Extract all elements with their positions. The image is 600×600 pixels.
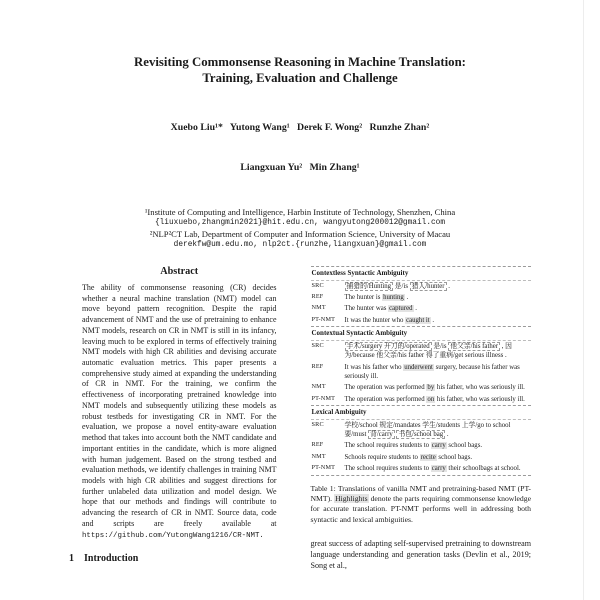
row-label: SRC	[311, 281, 324, 289]
dashed-boxed-text: 猎人/hunter	[411, 282, 445, 290]
text-segment: Schools require students to	[344, 453, 420, 461]
highlighted-text: hunting	[383, 294, 404, 302]
text-segment: .	[413, 305, 417, 313]
table-row	[311, 394, 532, 405]
row-label: REF	[311, 362, 324, 370]
abstract-section	[69, 266, 290, 541]
page-content	[69, 0, 531, 572]
dashed-boxed-text: 他父亲/his father	[450, 342, 499, 350]
text-segment: The hunter was	[344, 305, 389, 313]
table-row	[311, 440, 532, 451]
text-segment: their schoolbags at school.	[446, 465, 521, 473]
table-section-header: Contextual Syntactic Ambiguity	[311, 327, 532, 341]
text-segment: surgery, because his father was seriously ill.	[344, 363, 520, 380]
text-segment: The operation was performed	[344, 395, 427, 403]
text-segment: 学校/school 规定/mandates 学生/students 上学/go to school 要/must	[344, 421, 511, 439]
paper-title-line1: Revisiting Commonsense Reasoning in Machine Translation:	[134, 55, 466, 69]
table-row	[311, 281, 532, 292]
row-text	[345, 316, 531, 325]
text-segment: The operation was performed	[344, 384, 427, 392]
text-segment: 是/is	[393, 282, 410, 290]
text-segment: .	[430, 316, 435, 324]
affiliation-2: ²NLP²CT Lab, Department of Computer and Information Science, University of Macau	[149, 228, 451, 239]
row-label: SRC	[311, 341, 324, 349]
text-segment: The school requires students to	[344, 442, 431, 450]
table-1	[311, 266, 532, 476]
table-row	[311, 362, 532, 383]
row-label: NMT	[311, 383, 326, 391]
text-segment: The school requires students to	[344, 465, 431, 473]
highlighted-text: carry	[431, 442, 446, 450]
row-text	[345, 441, 531, 450]
dashed-boxed-text: 书包/school bag	[398, 431, 444, 439]
text-segment: , 因为/because 他父亲/his father 得了重病/get serious illness .	[344, 342, 512, 360]
row-label: NMT	[311, 452, 326, 460]
row-text	[345, 421, 531, 440]
row-label: NMT	[311, 304, 326, 312]
text-segment: denote the parts requiring commonsense knowledge for accurate translation. PT-NMT performs well in addressing both syntactic and lexical ambiguities.	[310, 493, 531, 524]
row-text	[345, 282, 531, 291]
row-text	[345, 453, 531, 462]
dashed-boxed-text: 背/carry	[370, 431, 393, 439]
text-segment: .	[445, 431, 449, 439]
authors-line2: Liangxuan Yu² Min Zhang¹	[240, 161, 360, 173]
row-text	[345, 304, 531, 313]
row-label: REF	[311, 441, 324, 449]
table-row	[311, 452, 532, 463]
authors-line1: Xuebo Liu¹* Yutong Wang¹ Derek F. Wong² Runzhe Zhan²	[170, 122, 430, 134]
text-segment: .	[446, 282, 450, 290]
paper-title	[69, 54, 531, 87]
text-segment: .	[404, 294, 409, 302]
email-line-1: {liuxuebo,zhangmin2021}@hit.edu.cn, wangyutong200012@gmail.com	[154, 218, 446, 227]
table-row	[311, 303, 532, 314]
table-caption	[311, 484, 532, 526]
text-segment: It was the hunter who	[344, 316, 406, 324]
row-text	[345, 395, 531, 404]
dashed-boxed-text: 手术/surgery 开刀的/operated	[346, 342, 430, 350]
highlighted-text: captured	[389, 305, 413, 313]
table-section	[311, 267, 532, 326]
table-row	[311, 463, 532, 474]
affiliations	[69, 207, 531, 252]
author-list	[69, 95, 531, 201]
table-row	[311, 315, 532, 326]
table-row	[311, 382, 532, 393]
abstract-body: The ability of commonsense reasoning (CR) decides whether a neural machine translation (NMT) model can move beyond pattern recognition. Despite the rapid advancement of NMT and the use of pretraining to enhance NMT models, research on CR in NMT is still in its infancy, leaving much to be explored in terms of effectively training NMT models with high CR abilities and devising accurate automatic evaluation metrics. This paper presents a comprehensive study aimed at expanding the understanding of CR in NMT. For the training, we confirm the effectiveness of incorporating pretrained knowledge into NMT models and subsequently utilizing these models as robust testbeds for investigating CR in NMT. For the evaluation, we propose a novel entity-aware evaluation method that takes into account both the NMT candidate and important entities in the candidate, which is more aligned with human judgement. Based on the strong testbed and evaluation methods, we identify challenges in training NMT models with high CR abilities and suggest directions for further unlabeled data utilization and model design. We hope that our methods and findings will contribute to advancing the research of CR in NMT. Source data, code and scripts are freely available at	[82, 283, 277, 528]
two-column-body	[69, 266, 531, 572]
highlighted-text: carry	[431, 465, 446, 473]
text-segment: 是/is	[431, 342, 449, 350]
paper-title-line2: Training, Evaluation and Challenge	[202, 71, 398, 86]
text-segment: It was his father who	[344, 363, 404, 371]
row-label: PT-NMT	[311, 394, 336, 402]
dashed-boxed-text: 捕猎的/Hunting	[346, 282, 392, 290]
highlighted-text: by	[427, 384, 435, 392]
abstract-text	[82, 283, 277, 541]
table-row	[311, 420, 532, 441]
text-segment: his father, who was seriously ill.	[435, 384, 525, 392]
text-segment: Table 1: Translations of vanilla NMT and pretraining-based NMT (PT-NMT).	[310, 483, 531, 503]
row-text	[345, 363, 531, 382]
text-segment: school bags.	[436, 453, 473, 461]
highlighted-text: caught it	[406, 316, 430, 324]
section-heading-introduction: 1 Introduction	[69, 553, 139, 565]
text-segment: his father, who was seriously ill.	[435, 395, 525, 403]
highlighted-text: Highlights	[335, 493, 368, 503]
highlighted-text: underwent	[404, 363, 433, 371]
table-section	[311, 326, 532, 405]
row-text	[345, 342, 531, 361]
affiliation-1: ¹Institute of Computing and Intelligence, Harbin Institute of Technology, Shenzhen, China	[144, 206, 456, 217]
row-label: PT-NMT	[311, 315, 336, 323]
text-segment: school bags.	[446, 442, 483, 450]
table-row	[311, 292, 532, 303]
row-text	[345, 464, 531, 473]
page-edge-line	[583, 0, 584, 600]
table-section-header: Contextless Syntactic Ambiguity	[311, 267, 532, 281]
row-text	[345, 293, 531, 302]
table-row	[311, 341, 532, 362]
body-paragraph: great success of adapting self-supervised pretraining to downstream language understanding and generation tasks (Devlin et al., 2019; Song et al.,	[310, 539, 531, 571]
text-segment: The hunter is	[344, 294, 383, 302]
highlighted-text: on	[427, 395, 435, 403]
highlighted-text: recite	[420, 453, 436, 461]
table-section	[311, 405, 532, 475]
row-label: SRC	[311, 420, 324, 428]
row-label: REF	[311, 293, 324, 301]
email-line-2: derekfw@um.edu.mo, nlp2ct.{runzhe,liangxuan}@gmail.com	[173, 241, 427, 250]
right-column	[311, 266, 532, 572]
row-label: PT-NMT	[311, 464, 336, 472]
github-link[interactable]: https://github.com/YutongWang1216/CR-NMT.	[82, 531, 264, 540]
abstract-heading: Abstract	[160, 266, 199, 277]
row-text	[345, 383, 531, 392]
left-column	[69, 266, 290, 564]
table-section-header: Lexical Ambiguity	[311, 406, 532, 420]
